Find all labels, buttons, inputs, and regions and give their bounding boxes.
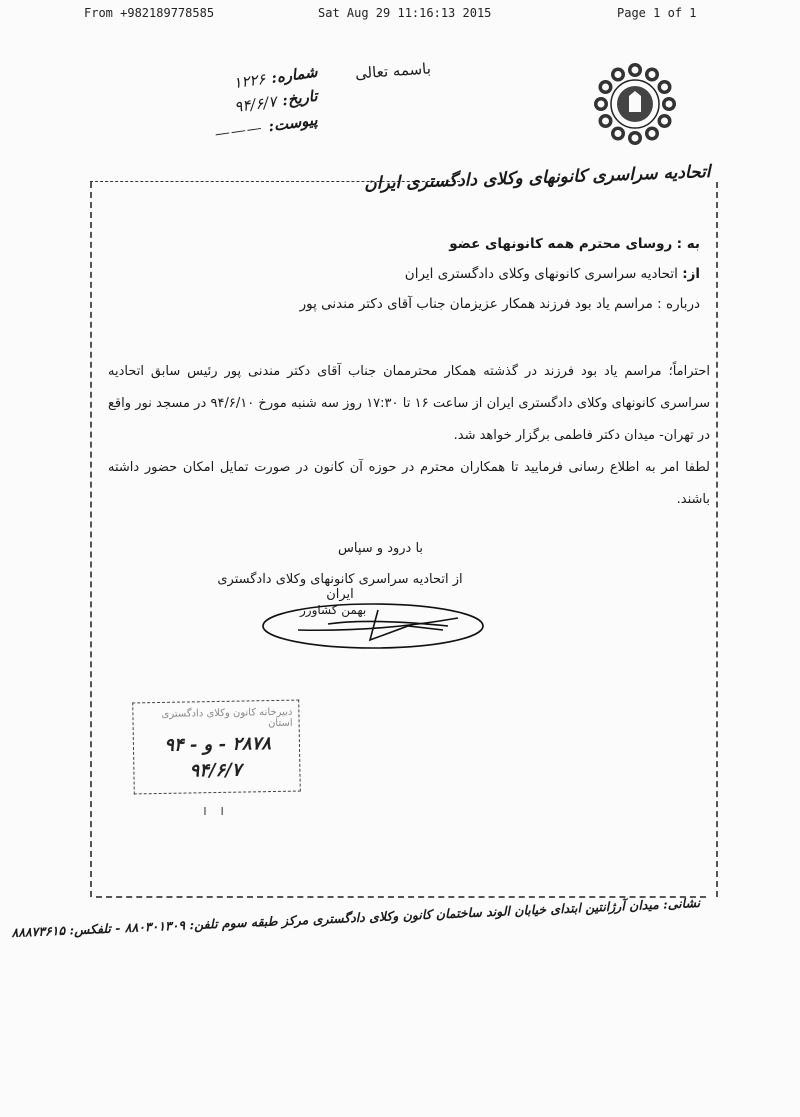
letter-metadata (168, 62, 319, 143)
fax-page-count: Page 1 of 1 (617, 6, 697, 20)
subject-label: درباره : (657, 296, 700, 312)
bismillah-heading: باسمه تعالی (354, 59, 432, 83)
footer-address: نشانی: میدان آرژانتین ابتدای خیابان الوند ساختمان کانون وکلای دادگستری مرکز طبقه سوم تلفن: ۸۸۰۳۰۱۳۰۹ - تلفکس: ۸۸۸۷۳۶۱۵ (11, 895, 701, 941)
date-value: ۹۴/۶/۷ (233, 92, 278, 117)
body-paragraph-2: لطفا امر به اطلاع رسانی فرمایید تا همکاران محترم در حوزه آن کانون در صورت تمایل امکان حضور داشته باشند. (108, 460, 710, 507)
number-value: ۱۲۲۶ (232, 69, 267, 93)
date-label: تاریخ: (280, 86, 319, 110)
number-label: شماره: (270, 62, 319, 87)
from-line (100, 266, 700, 282)
subject-value: مراسم یاد بود فرزند همکار عزیزمان جناب آقای دکتر مندنی پور (299, 296, 653, 312)
stamp-header: دبیرخانه کانون وکلای دادگستری استان (161, 706, 293, 730)
closing-greeting: با درود و سپاس (338, 541, 424, 556)
fax-sender: From +982189778585 (84, 6, 215, 20)
attachment-label: پیوست: (267, 110, 319, 136)
closing-sender: از اتحادیه سراسری کانونهای وکلای دادگستری ایران (217, 572, 463, 602)
from-value: اتحادیه سراسری کانونهای وکلای دادگستری ایران (404, 266, 678, 282)
letter-body (108, 356, 710, 516)
fax-header (0, 6, 800, 26)
organization-emblem-icon (593, 62, 677, 146)
attachment-value: ——— (213, 118, 264, 143)
organization-name: اتحادیه سراسری کانونهای وکلای دادگستری ایران (363, 162, 711, 195)
from-label: از: (682, 266, 700, 282)
stamp-date: ۹۴/۶/۷ (189, 759, 242, 782)
signature-icon (258, 596, 488, 656)
to-line (100, 236, 700, 252)
signer-name: بهمن کشاورز (300, 603, 367, 617)
to-label: به : (676, 236, 700, 252)
to-value: روسای محترم همه کانونهای عضو (449, 236, 673, 252)
subject-line (100, 296, 700, 312)
registration-stamp (132, 700, 301, 795)
stamp-number: ۲۸۷۸ - و - ۹۴ (164, 733, 272, 756)
fax-timestamp: Sat Aug 29 11:16:13 2015 (318, 6, 492, 20)
body-paragraph-1: احتراماً؛ مراسم یاد بود فرزند در گذشته همکار محترممان جناب آقای دکتر مندنی پور رئیس سابق اتحادیه سراسری کانونهای وکلای دادگستری ایران از ساعت ۱۶ تا ۱۷:۳۰ روز سه شنبه مورخ ۹۴/۶/۱۰ در مسجد نور واقع در تهران- میدان دکتر فاطمی برگزار خواهد شد. (108, 364, 710, 443)
margin-marks: ı ı (203, 803, 225, 819)
